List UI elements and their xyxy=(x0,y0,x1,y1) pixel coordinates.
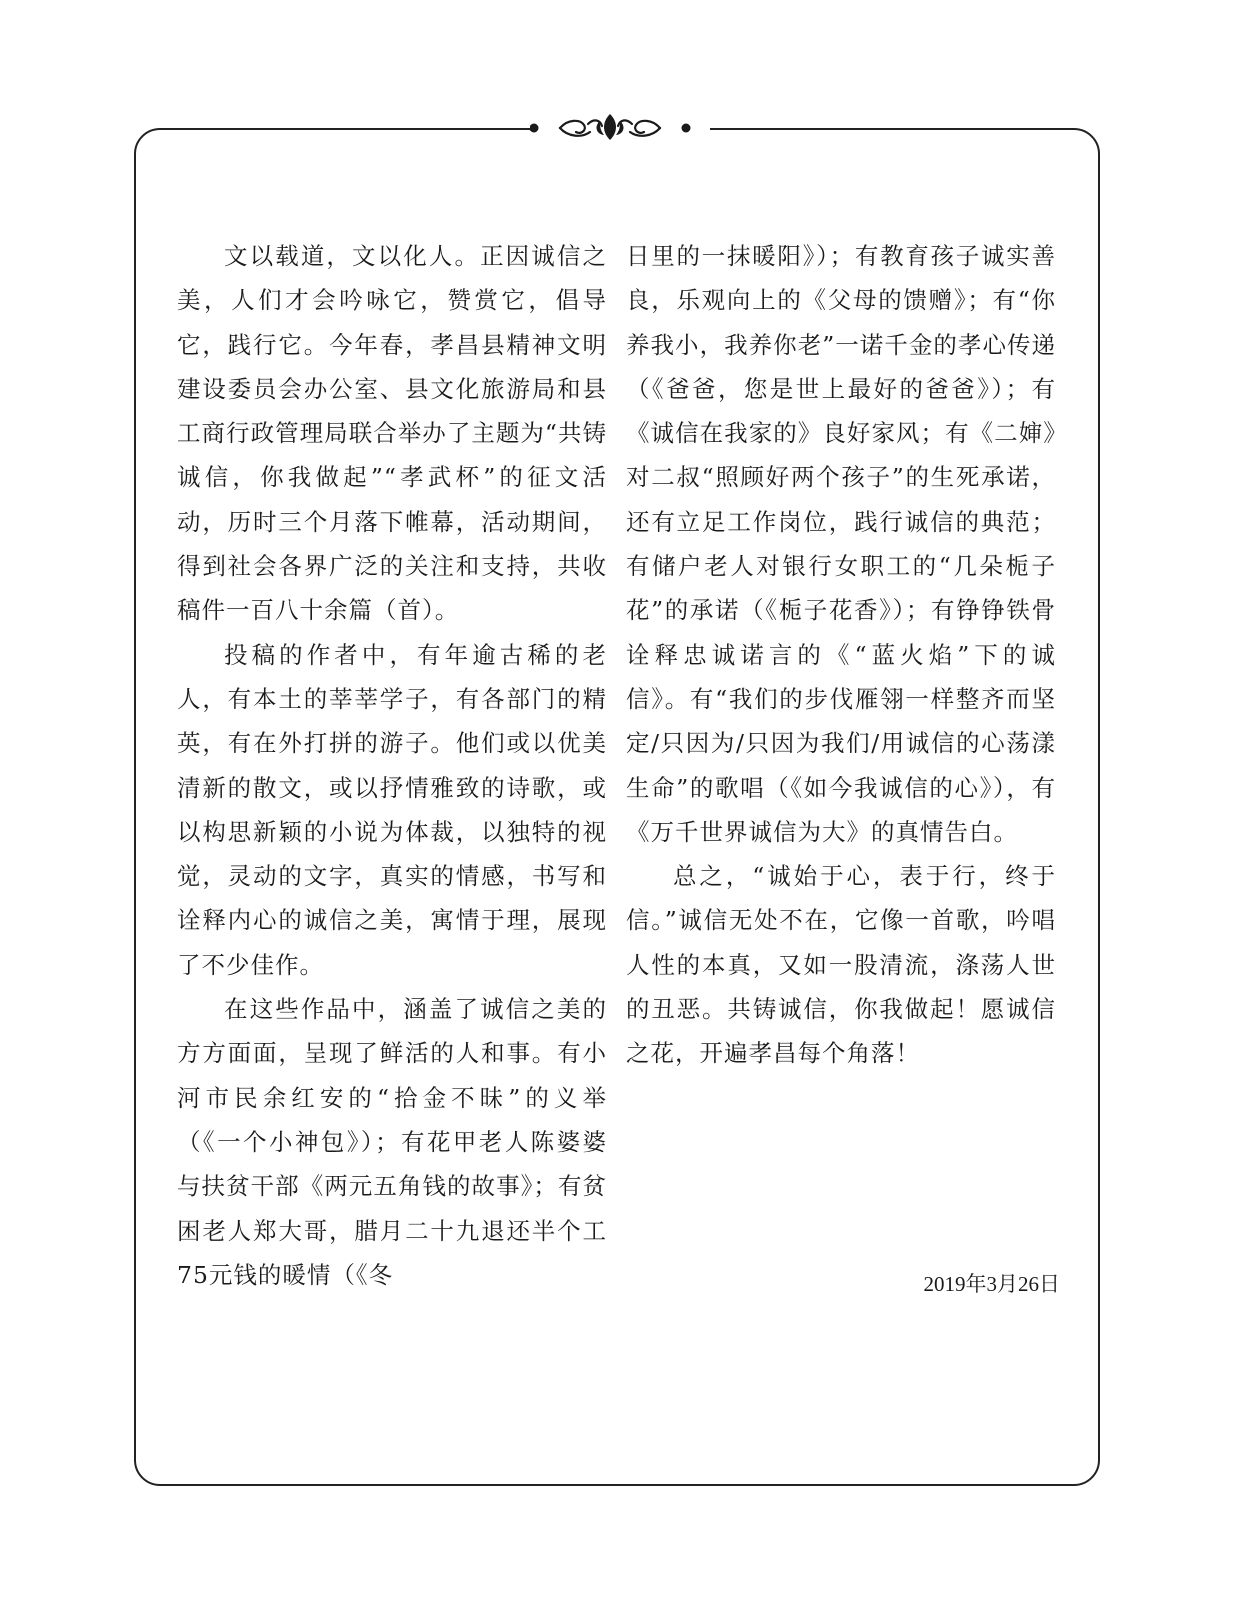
scroll-flourish-icon xyxy=(530,108,710,148)
article-column-right xyxy=(626,234,1056,1076)
article-date: 2019年3月26日 xyxy=(923,1272,1060,1296)
paragraph-intro: 文以载道，文以化人。正因诚信之美，人们才会吟咏它，赞赏它，倡导它，践行它。今年春，孝昌县精神文明建设委员会办公室、县文化旅游局和县工商行政管理局联合举办了主题为“共铸诚信，你我做起”“孝武杯”的征文活动，历时三个月落下帷幕，活动期间，得到社会各界广泛的关注和支持，共收稿件一百八十余篇（首）。 xyxy=(177,242,607,625)
paragraph-works: 在这些作品中，涵盖了诚信之美的方方面面，呈现了鲜活的人和事。有小河市民余红安的“拾金不昧”的义举（《一个小神包》）；有花甲老人陈婆婆与扶贫干部《两元五角钱的故事》；有贫困老人郑大哥，腊月二十九退还半个工75元钱的暖情（《冬 xyxy=(177,995,607,1289)
paragraph-conclusion: 总之，“诚始于心，表于行，终于信。”诚信无处不在，它像一首歌，吟唱人性的本真，又如一股清流，涤荡人世的丑恶。共铸诚信，你我做起！愿诚信之花，开遍孝昌每个角落！ xyxy=(626,862,1056,1068)
article-column-left xyxy=(177,234,607,1297)
paragraph-works-continued: 日里的一抹暖阳》）；有教育孩子诚实善良，乐观向上的《父母的馈赠》；有“你养我小，我养你老”一诺千金的孝心传递（《爸爸，您是世上最好的爸爸》）；有《诚信在我家的》良好家风；有《二婶》对二叔“照顾好两个孩子”的生死承诺，还有立足工作岗位，践行诚信的典范；有储户老人对银行女职工的“几朵栀子花”的承诺（《栀子花香》）；有铮铮铁骨诠释忠诚诺言的《“蓝火焰”下的诚信》。有“我们的步伐雁翎一样整齐而坚定/只因为/只因为我们/用诚信的心荡漾生命”的歌唱（《如今我诚信的心》），有《万千世界诚信为大》的真情告白。 xyxy=(626,242,1056,846)
paragraph-authors: 投稿的作者中，有年逾古稀的老人，有本土的莘莘学子，有各部门的精英，有在外打拼的游子。他们或以优美清新的散文，或以抒情雅致的诗歌，或以构思新颖的小说为体裁，以独特的视觉，灵动的文字，真实的情感，书写和诠释内心的诚信之美，寓情于理，展现了不少佳作。 xyxy=(177,640,607,979)
